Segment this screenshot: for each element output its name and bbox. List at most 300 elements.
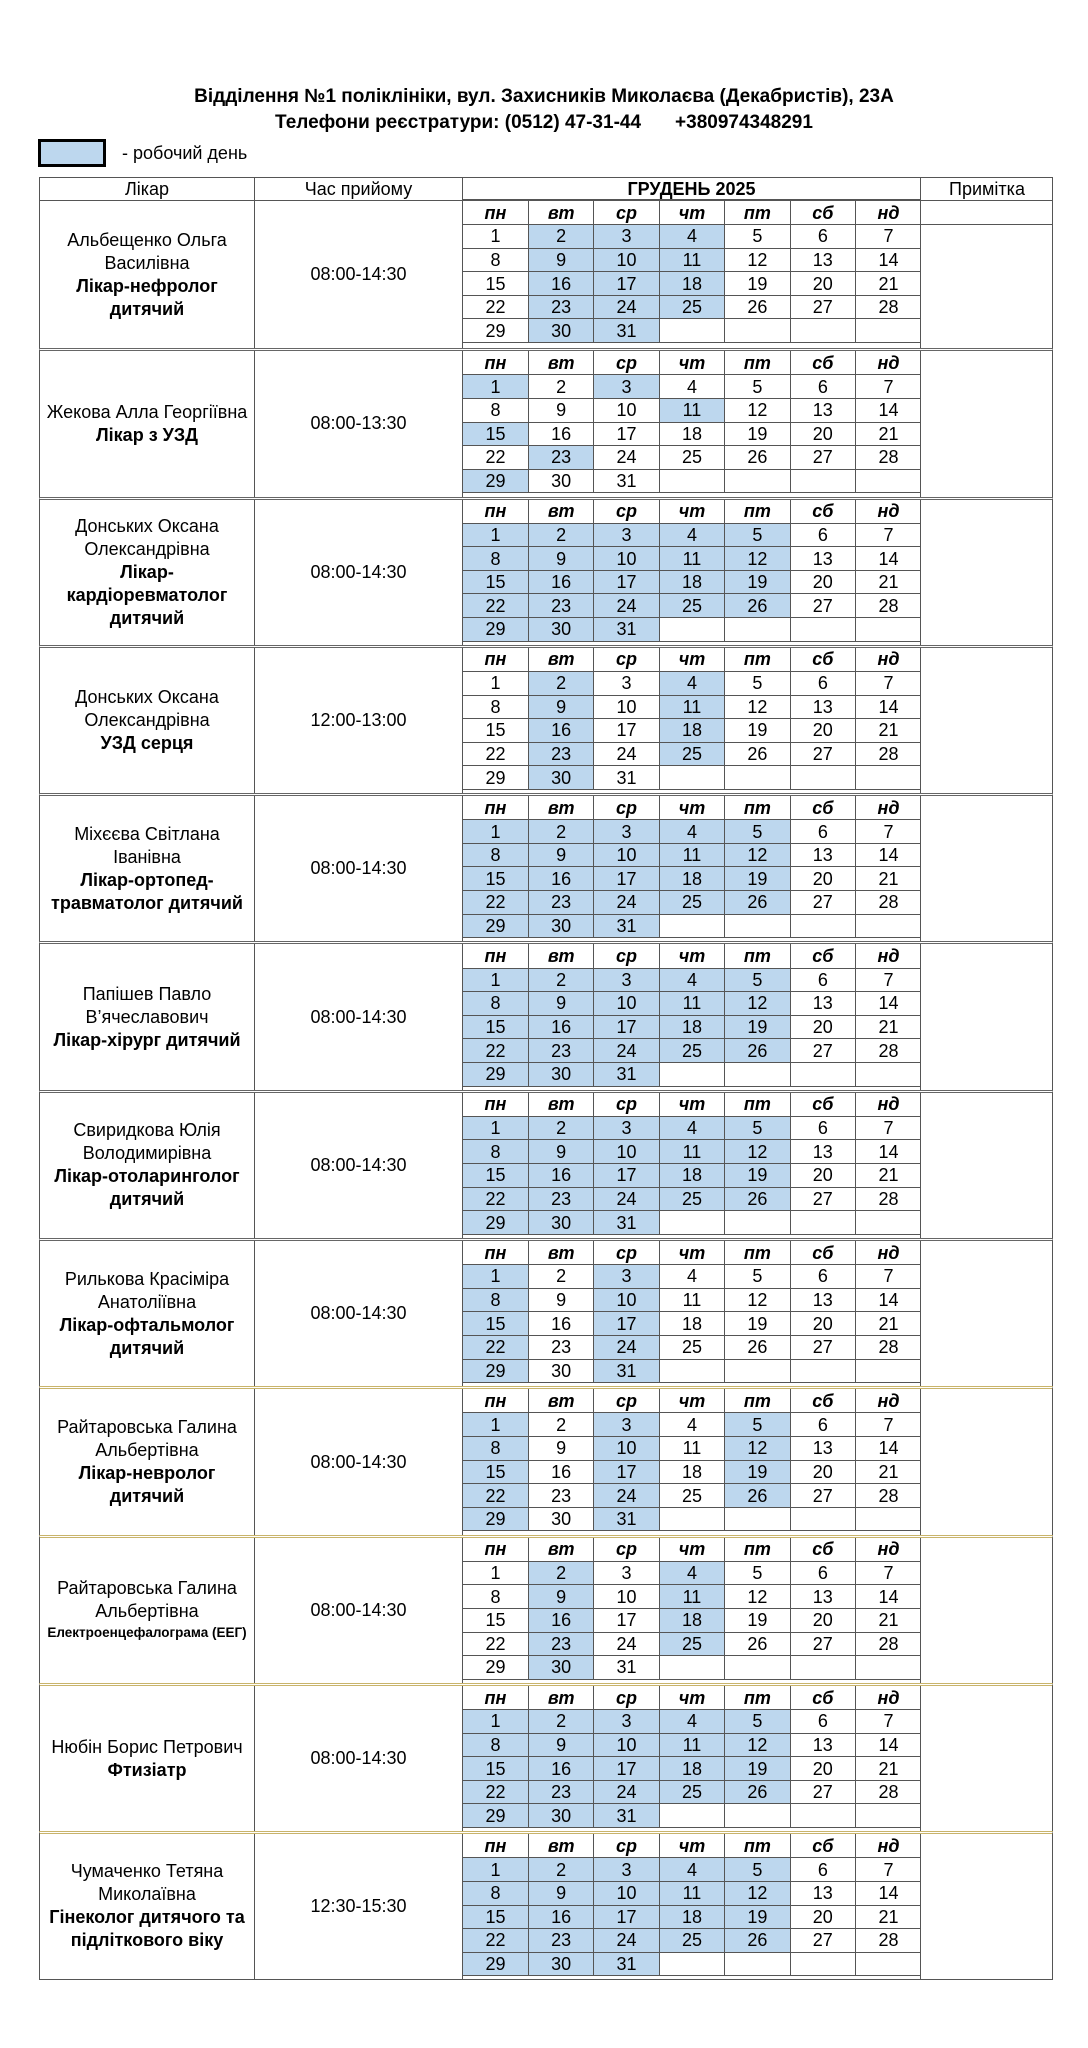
month-calendar	[463, 351, 921, 496]
calendar-day	[725, 914, 790, 938]
calendar-day: 20	[790, 867, 855, 891]
calendar-day: 29	[463, 1062, 528, 1086]
doctor-specialty: Лікар-хірург дитячий	[53, 1029, 241, 1050]
doctor-name: Свиридкова Юлія Володимирівна	[73, 1120, 221, 1164]
appointment-time: 08:00-14:30	[255, 1241, 463, 1386]
weekday-label: ср	[594, 1686, 659, 1710]
calendar-day	[856, 1507, 921, 1531]
weekday-label: ср	[594, 944, 659, 968]
calendar-day: 17	[594, 719, 659, 743]
calendar-day: 7	[856, 1265, 921, 1289]
weekday-label: пт	[725, 944, 790, 968]
calendar-day	[856, 1952, 921, 1976]
calendar-day: 2	[528, 375, 593, 399]
weekday-label: пт	[725, 1686, 790, 1710]
weekday-label: сб	[790, 1241, 855, 1265]
calendar-day: 18	[659, 1460, 724, 1484]
month-calendar	[463, 1241, 921, 1386]
calendar-day: 20	[790, 1460, 855, 1484]
calendar-day: 4	[659, 1265, 724, 1289]
calendar-day: 13	[790, 1585, 855, 1609]
calendar-day: 4	[659, 375, 724, 399]
calendar-day: 5	[725, 1710, 790, 1734]
doctor-row	[39, 1386, 1053, 1534]
calendar-day: 1	[463, 820, 528, 844]
calendar-day: 3	[594, 1265, 659, 1289]
calendar-week-row	[463, 1881, 921, 1905]
calendar-day: 21	[856, 1905, 921, 1929]
calendar-week-row	[463, 1757, 921, 1781]
calendar-day: 29	[463, 1656, 528, 1680]
calendar-day: 26	[725, 446, 790, 470]
calendar-day: 18	[659, 1015, 724, 1039]
calendar-day: 20	[790, 1757, 855, 1781]
calendar-day: 26	[725, 594, 790, 618]
calendar-day: 24	[594, 1039, 659, 1063]
calendar-day: 23	[528, 295, 593, 319]
calendar-week-row	[463, 1804, 921, 1828]
calendar-day	[659, 469, 724, 493]
calendar-day: 23	[528, 1335, 593, 1359]
calendar-day: 17	[594, 422, 659, 446]
weekday-label: ср	[594, 351, 659, 375]
calendar-day: 24	[594, 1780, 659, 1804]
calendar-day: 5	[725, 1561, 790, 1585]
calendar-day: 22	[463, 1929, 528, 1953]
weekday-label: пт	[725, 1538, 790, 1562]
calendar-day	[725, 766, 790, 790]
doctor-specialty: Лікар-невролог дитячий	[78, 1463, 216, 1507]
column-header-note: Примітка	[921, 178, 1053, 225]
calendar-day: 16	[528, 1164, 593, 1188]
calendar-day: 8	[463, 1140, 528, 1164]
weekday-label: чт	[659, 1241, 724, 1265]
calendar-day: 21	[856, 1757, 921, 1781]
calendar-day: 18	[659, 422, 724, 446]
calendar-day	[790, 319, 855, 343]
calendar-day: 14	[856, 547, 921, 571]
doctor-specialty: Гінеколог дитячого та підліткового віку	[49, 1907, 245, 1951]
calendar-day: 16	[528, 867, 593, 891]
calendar-day: 16	[528, 1757, 593, 1781]
calendar-day: 13	[790, 1288, 855, 1312]
weekday-label: нд	[856, 796, 921, 820]
weekday-header-row	[463, 1686, 921, 1710]
calendar-day: 7	[856, 1858, 921, 1882]
calendar-day: 1	[463, 225, 528, 249]
calendar-day: 7	[856, 1561, 921, 1585]
doctor-row	[39, 1238, 1053, 1386]
weekday-label: сб	[790, 500, 855, 524]
calendar-day: 19	[725, 867, 790, 891]
calendar-week-row	[463, 1062, 921, 1086]
calendar-week-row	[463, 1140, 921, 1164]
calendar-day: 14	[856, 992, 921, 1016]
registry-phone-mobile: +380974348291	[675, 112, 813, 133]
calendar-day	[659, 766, 724, 790]
weekday-label: пн	[463, 1093, 528, 1117]
calendar-day: 15	[463, 570, 528, 594]
calendar-day: 20	[790, 1015, 855, 1039]
calendar-day: 19	[725, 719, 790, 743]
appointment-time: 12:00-13:00	[255, 648, 463, 793]
month-calendar	[463, 1538, 921, 1683]
calendar-day: 22	[463, 1039, 528, 1063]
weekday-label: сб	[790, 351, 855, 375]
calendar-day: 5	[725, 1265, 790, 1289]
calendar-week-row	[463, 422, 921, 446]
calendar-day	[790, 1656, 855, 1680]
weekday-label: сб	[790, 1834, 855, 1858]
month-calendar	[463, 1093, 921, 1238]
calendar-day: 28	[856, 594, 921, 618]
calendar-day: 15	[463, 1164, 528, 1188]
calendar-week-row	[463, 1608, 921, 1632]
doctor-cell	[40, 1834, 255, 1978]
calendar-day: 14	[856, 1585, 921, 1609]
calendar-day: 2	[528, 820, 593, 844]
calendar-day: 8	[463, 1437, 528, 1461]
month-calendar	[463, 648, 921, 793]
month-calendar	[463, 1389, 921, 1534]
calendar-day: 17	[594, 1312, 659, 1336]
calendar-day: 11	[659, 248, 724, 272]
weekday-label: вт	[528, 796, 593, 820]
calendar-day: 22	[463, 1484, 528, 1508]
calendar-day: 28	[856, 1484, 921, 1508]
calendar-day: 28	[856, 295, 921, 319]
calendar-day: 6	[790, 225, 855, 249]
calendar-day: 16	[528, 1015, 593, 1039]
calendar-day	[725, 618, 790, 642]
calendar-day: 27	[790, 1039, 855, 1063]
weekday-label: ср	[594, 648, 659, 672]
calendar-day: 13	[790, 843, 855, 867]
calendar-day	[725, 1211, 790, 1235]
calendar-day: 27	[790, 1632, 855, 1656]
weekday-label: вт	[528, 201, 593, 225]
calendar-day: 12	[725, 1585, 790, 1609]
calendar-day: 26	[725, 1632, 790, 1656]
weekday-label: пн	[463, 796, 528, 820]
calendar-day: 25	[659, 1039, 724, 1063]
calendar-day: 1	[463, 1265, 528, 1289]
doctor-specialty: Лікар-кардіоревматолог дитячий	[66, 561, 228, 628]
weekday-label: пн	[463, 351, 528, 375]
calendar-week-row	[463, 1187, 921, 1211]
calendar-day: 31	[594, 1804, 659, 1828]
calendar-week-row	[463, 1561, 921, 1585]
note-cell	[921, 1241, 1052, 1386]
calendar-day: 8	[463, 1288, 528, 1312]
calendar-day	[790, 469, 855, 493]
calendar-day: 8	[463, 1733, 528, 1757]
schedule-table	[39, 177, 1053, 1980]
calendar-day: 22	[463, 1187, 528, 1211]
calendar-day: 12	[725, 248, 790, 272]
calendar-day: 27	[790, 1335, 855, 1359]
calendar-day	[659, 1804, 724, 1828]
calendar-day: 31	[594, 766, 659, 790]
weekday-label: пн	[463, 201, 528, 225]
calendar-day: 10	[594, 1437, 659, 1461]
calendar-day: 4	[659, 523, 724, 547]
doctor-row	[39, 348, 1053, 496]
calendar-day: 15	[463, 1460, 528, 1484]
doctor-cell	[40, 944, 255, 1089]
calendar-day: 29	[463, 469, 528, 493]
weekday-label: нд	[856, 1093, 921, 1117]
table-header	[39, 177, 1053, 200]
calendar-day: 22	[463, 446, 528, 470]
calendar-day: 28	[856, 1039, 921, 1063]
calendar-day: 15	[463, 1608, 528, 1632]
calendar-day: 2	[528, 1710, 593, 1734]
calendar-day: 15	[463, 1905, 528, 1929]
calendar-day: 18	[659, 1905, 724, 1929]
calendar-day: 1	[463, 1710, 528, 1734]
calendar-day: 8	[463, 547, 528, 571]
calendar-week-row	[463, 1632, 921, 1656]
weekday-label: вт	[528, 500, 593, 524]
calendar-day: 7	[856, 968, 921, 992]
calendar-day: 10	[594, 248, 659, 272]
calendar-day: 14	[856, 1881, 921, 1905]
calendar-day: 18	[659, 272, 724, 296]
calendar-day: 26	[725, 1335, 790, 1359]
weekday-label: пт	[725, 1389, 790, 1413]
calendar-day: 14	[856, 1288, 921, 1312]
weekday-label: нд	[856, 944, 921, 968]
calendar-day: 31	[594, 319, 659, 343]
doctor-specialty: Фтизіатр	[107, 1759, 187, 1780]
calendar-day: 16	[528, 719, 593, 743]
weekday-label: чт	[659, 944, 724, 968]
calendar-day: 27	[790, 295, 855, 319]
calendar-day: 10	[594, 547, 659, 571]
calendar-week-row	[463, 695, 921, 719]
calendar-day: 22	[463, 594, 528, 618]
weekday-header-row	[463, 201, 921, 225]
calendar-day: 17	[594, 1164, 659, 1188]
calendar-day: 14	[856, 695, 921, 719]
calendar-day: 6	[790, 1265, 855, 1289]
calendar-day: 8	[463, 695, 528, 719]
calendar-day: 5	[725, 820, 790, 844]
doctor-row	[39, 941, 1053, 1089]
calendar-day	[856, 1062, 921, 1086]
calendar-day: 10	[594, 398, 659, 422]
calendar-day: 12	[725, 547, 790, 571]
calendar-day	[790, 914, 855, 938]
calendar-day: 22	[463, 1335, 528, 1359]
calendar-day: 27	[790, 594, 855, 618]
calendar-day	[790, 618, 855, 642]
calendar-day: 1	[463, 1561, 528, 1585]
registry-phones	[0, 112, 1088, 134]
calendar-week-row	[463, 1780, 921, 1804]
calendar-day: 28	[856, 446, 921, 470]
appointment-time: 08:00-14:30	[255, 1686, 463, 1831]
calendar-day: 31	[594, 914, 659, 938]
calendar-week-row	[463, 272, 921, 296]
calendar-day: 20	[790, 719, 855, 743]
calendar-day: 4	[659, 1710, 724, 1734]
weekday-header-row	[463, 1241, 921, 1265]
calendar-day: 19	[725, 1905, 790, 1929]
calendar-day: 20	[790, 570, 855, 594]
doctor-cell	[40, 201, 255, 348]
weekday-label: сб	[790, 1093, 855, 1117]
weekday-label: нд	[856, 500, 921, 524]
calendar-day: 18	[659, 867, 724, 891]
calendar-day: 2	[528, 225, 593, 249]
calendar-week-row	[463, 968, 921, 992]
calendar-day: 10	[594, 1288, 659, 1312]
calendar-day: 5	[725, 523, 790, 547]
calendar-day: 13	[790, 547, 855, 571]
calendar-day: 25	[659, 1335, 724, 1359]
weekday-label: нд	[856, 1389, 921, 1413]
calendar-day	[659, 914, 724, 938]
calendar-day: 23	[528, 1632, 593, 1656]
calendar-day: 6	[790, 523, 855, 547]
doctor-name: Чумаченко Тетяна Миколаївна	[70, 1861, 224, 1905]
calendar-day: 11	[659, 1585, 724, 1609]
calendar-day: 26	[725, 1187, 790, 1211]
weekday-label: ср	[594, 500, 659, 524]
calendar-day: 3	[594, 1710, 659, 1734]
doctor-row	[39, 1831, 1053, 1979]
calendar-week-row	[463, 914, 921, 938]
calendar-week-row	[463, 820, 921, 844]
calendar-day: 19	[725, 570, 790, 594]
calendar-day	[856, 1211, 921, 1235]
calendar-day: 3	[594, 1561, 659, 1585]
calendar-day: 16	[528, 1905, 593, 1929]
calendar-day: 25	[659, 1780, 724, 1804]
weekday-label: пн	[463, 1389, 528, 1413]
weekday-label: чт	[659, 201, 724, 225]
calendar-day: 30	[528, 1656, 593, 1680]
calendar-day	[725, 1656, 790, 1680]
calendar-day: 19	[725, 1460, 790, 1484]
weekday-label: чт	[659, 351, 724, 375]
weekday-label: вт	[528, 1093, 593, 1117]
appointment-time: 08:00-14:30	[255, 1093, 463, 1238]
calendar-day	[790, 1062, 855, 1086]
weekday-label: вт	[528, 351, 593, 375]
doctor-cell	[40, 1241, 255, 1386]
calendar-day: 23	[528, 891, 593, 915]
calendar-week-row	[463, 1929, 921, 1953]
calendar-day	[790, 766, 855, 790]
calendar-day: 7	[856, 375, 921, 399]
calendar-day: 25	[659, 594, 724, 618]
calendar-week-row	[463, 1484, 921, 1508]
calendar-day: 12	[725, 1140, 790, 1164]
calendar-day: 23	[528, 446, 593, 470]
calendar-day: 11	[659, 1881, 724, 1905]
doctor-specialty: Лікар-офтальмолог дитячий	[59, 1314, 235, 1358]
calendar-day: 2	[528, 671, 593, 695]
calendar-day: 24	[594, 295, 659, 319]
weekday-label: пт	[725, 796, 790, 820]
note-cell	[921, 1686, 1052, 1831]
calendar-day: 4	[659, 820, 724, 844]
note-cell	[921, 944, 1052, 1089]
calendar-week-row	[463, 891, 921, 915]
note-cell	[921, 1389, 1052, 1534]
calendar-day: 21	[856, 1164, 921, 1188]
calendar-day: 31	[594, 1507, 659, 1531]
calendar-day: 13	[790, 398, 855, 422]
calendar-day: 8	[463, 992, 528, 1016]
calendar-day: 12	[725, 1733, 790, 1757]
calendar-day: 26	[725, 891, 790, 915]
calendar-day: 2	[528, 523, 593, 547]
calendar-day: 3	[594, 820, 659, 844]
calendar-day: 1	[463, 1413, 528, 1437]
calendar-day: 22	[463, 1780, 528, 1804]
calendar-week-row	[463, 1437, 921, 1461]
calendar-week-row	[463, 742, 921, 766]
weekday-label: вт	[528, 1241, 593, 1265]
month-calendar	[463, 1686, 921, 1831]
calendar-day: 9	[528, 1288, 593, 1312]
weekday-label: пт	[725, 1834, 790, 1858]
calendar-day: 13	[790, 1733, 855, 1757]
calendar-day: 30	[528, 319, 593, 343]
appointment-time: 08:00-14:30	[255, 796, 463, 941]
calendar-day: 15	[463, 867, 528, 891]
calendar-day: 2	[528, 968, 593, 992]
calendar-day: 3	[594, 1413, 659, 1437]
doctor-name: Донських Оксана Олександрівна	[75, 687, 219, 731]
calendar-day: 2	[528, 1265, 593, 1289]
calendar-day: 17	[594, 1757, 659, 1781]
weekday-header-row	[463, 944, 921, 968]
doctor-specialty: Лікар з УЗД	[96, 424, 198, 445]
calendar-day	[659, 319, 724, 343]
calendar-day: 26	[725, 295, 790, 319]
calendar-day: 23	[528, 1039, 593, 1063]
calendar-day: 27	[790, 1484, 855, 1508]
weekday-label: пн	[463, 944, 528, 968]
weekday-label: чт	[659, 1093, 724, 1117]
calendar-day: 25	[659, 742, 724, 766]
calendar-day: 29	[463, 1804, 528, 1828]
calendar-day: 31	[594, 1359, 659, 1383]
calendar-day: 14	[856, 1437, 921, 1461]
calendar-day	[856, 469, 921, 493]
calendar-day: 18	[659, 1608, 724, 1632]
calendar-day: 14	[856, 398, 921, 422]
calendar-day: 31	[594, 1952, 659, 1976]
calendar-day: 22	[463, 742, 528, 766]
calendar-day	[856, 1804, 921, 1828]
appointment-time: 08:00-14:30	[255, 201, 463, 348]
weekday-header-row	[463, 1093, 921, 1117]
calendar-day: 14	[856, 1733, 921, 1757]
doctor-row	[39, 1683, 1053, 1831]
calendar-day: 23	[528, 1780, 593, 1804]
calendar-week-row	[463, 469, 921, 493]
weekday-label: вт	[528, 1834, 593, 1858]
weekday-label: нд	[856, 1241, 921, 1265]
calendar-week-row	[463, 867, 921, 891]
calendar-day: 9	[528, 1140, 593, 1164]
